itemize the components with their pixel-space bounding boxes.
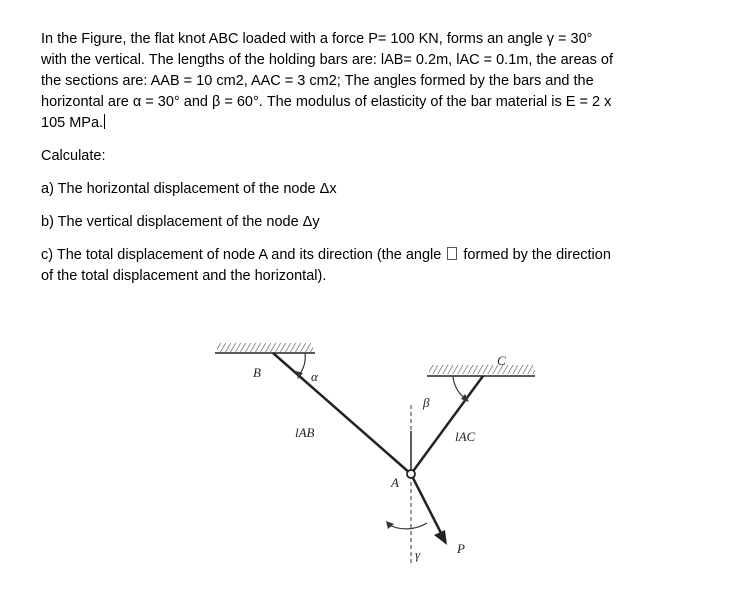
missing-glyph-box [447, 247, 457, 260]
label-alpha: α [311, 369, 318, 384]
question-c-part-2: formed by the direction [463, 247, 611, 263]
gamma-arc [389, 523, 427, 529]
label-lab: lAB [295, 425, 315, 440]
support-hatch-right [429, 365, 535, 374]
label-lac: lAC [455, 429, 476, 444]
bar-ac [411, 376, 483, 474]
intro-line-5-text: 105 MPa. [41, 115, 104, 131]
knot-diagram [195, 335, 555, 575]
question-c-part-1: c) The total displacement of node A and its direction (the angle [41, 247, 442, 263]
label-a: A [391, 475, 399, 490]
gamma-arc-arrow [386, 521, 394, 529]
label-gamma: γ [415, 547, 421, 562]
calculate-heading: Calculate: [41, 148, 106, 164]
question-a: a) The horizontal displacement of the node Δx [41, 181, 337, 197]
intro-line-4: horizontal are α = 30° and β = 60°. The modulus of elasticity of the bar material is E = 2 x [41, 94, 612, 110]
bar-ab [273, 353, 411, 474]
force-p-line [413, 478, 441, 533]
intro-line-2: with the vertical. The lengths of the holding bars are: lAB= 0.2m, lAC = 0.1m, the areas of [41, 52, 613, 68]
knot-figure [195, 335, 555, 575]
intro-line-1: In the Figure, the flat knot ABC loaded with a force P= 100 KN, forms an angle γ = 30° [41, 31, 593, 47]
intro-line-5 [41, 113, 661, 134]
support-hatch-left [217, 343, 313, 352]
label-beta: β [423, 395, 430, 410]
text-cursor [104, 114, 105, 129]
node-a [407, 470, 415, 478]
label-p: P [457, 541, 465, 556]
label-b: B [253, 365, 261, 380]
question-b: b) The vertical displacement of the node Δy [41, 214, 320, 230]
intro-line-3: the sections are: AAB = 10 cm2, AAC = 3 cm2; The angles formed by the bars and the [41, 73, 594, 89]
force-p-arrowhead [434, 530, 447, 545]
problem-text [41, 29, 661, 287]
question-c-line-1 [41, 245, 661, 266]
question-c-line-2: of the total displacement and the horizontal). [41, 268, 327, 284]
label-c: C [497, 353, 506, 368]
alpha-arc [299, 353, 305, 375]
